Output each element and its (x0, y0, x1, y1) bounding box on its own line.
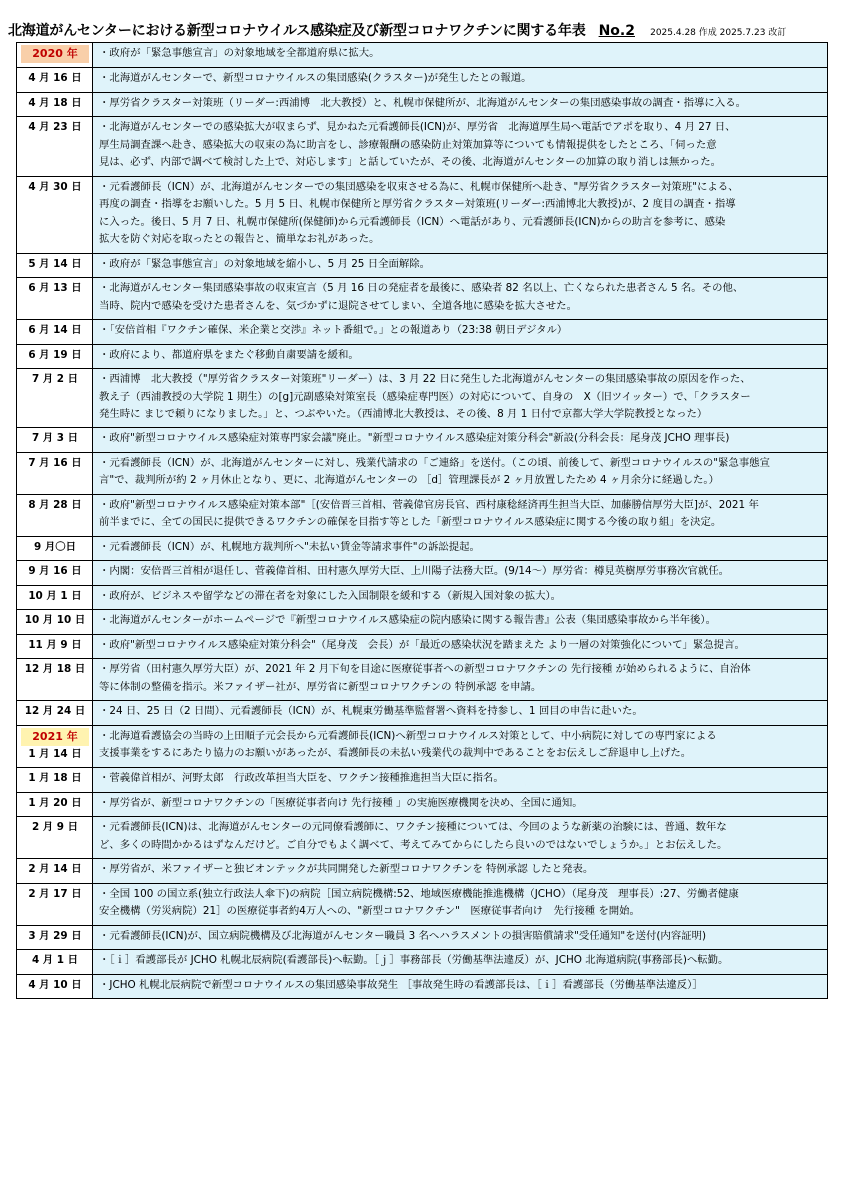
timeline-row (17, 253, 828, 277)
timeline-event-cell (93, 68, 828, 92)
timeline-event-cell (93, 817, 828, 859)
event-text-line: ・政府"新型コロナウイルス感染症対策専門家会議"廃止。"新型コロナウイルス感染症対策分科会"新設(分科会長：尾身茂 JCHO 理事長) (99, 432, 730, 445)
timeline-date-cell (17, 452, 93, 494)
timeline-event-cell (93, 883, 828, 925)
timeline-date-cell (17, 768, 93, 792)
timeline-date-cell (17, 43, 93, 68)
date-label: 4 月 23 日 (28, 121, 82, 134)
timeline-event-cell (93, 253, 828, 277)
timeline-row (17, 610, 828, 634)
event-text-line: ・政府"新型コロナウイルス感染症対策分科会"（尾身茂 会長）が「最近の感染状況を踏まえた より一層の対策強化について」緊急提言。 (99, 638, 745, 651)
event-text-line: ・「安倍首相『ワクチン確保、米企業と交渉』ネット番組で。」との報道あり（23:38 朝日デジタル） (99, 324, 568, 337)
event-text-line: 当時、院内で感染を受けた患者さんを、気づかずに退院させてしまい、全道各地に感染を拡大させた。 (99, 299, 577, 312)
timeline-event-cell (93, 369, 828, 428)
event-text-line: ・［ｉ］看護部長が JCHO 札幌北辰病院(看護部長)へ転勤。［ｊ］事務部長（労働基準法違反）が、JCHO 北海道病院(事務部長)へ転勤。 (99, 954, 729, 967)
date-label: 9 月〇日 (33, 540, 77, 553)
timeline-table (16, 42, 828, 999)
timeline-date-cell (17, 610, 93, 634)
timeline-date-cell (17, 68, 93, 92)
timeline-date-cell (17, 792, 93, 816)
timeline-date-cell (17, 278, 93, 320)
event-text-line: ・北海道がんセンターでの感染拡大が収まらず、見かねた元看護師長(ICN)が、厚労省 北海道厚生局へ電話でアポを取り、4 月 27 日、 (99, 121, 736, 134)
event-text-line: 厚生局調査課へ赴き、感染拡大の収束の為に助言をし、診療報酬の感染防止対策加算等についても情報提供をしたところ、「伺った意 (99, 138, 717, 151)
event-text-line: 教え子（西浦教授の大学院 1 期生）の[g]元副感染対策室長（感染症専門医）の対応について、自身の X（旧ツイッター）で、「クラスター (99, 390, 751, 403)
document-number: No.2 (598, 23, 635, 39)
event-text-line: ・厚労省クラスター対策班（リーダー:西浦博 北大教授）と、札幌市保健所が、北海道がんセンターの集団感染事故の調査・指導に入る。 (99, 96, 746, 109)
event-text-line: 安全機構（労災病院）21］の医療従事者約4万人への、"新型コロナワクチン" 医療従事者向け 先行接種 を開始。 (99, 905, 640, 918)
timeline-row (17, 659, 828, 701)
timeline-row (17, 701, 828, 725)
timeline-row (17, 817, 828, 859)
timeline-event-cell (93, 634, 828, 658)
date-label: 6 月 14 日 (28, 324, 82, 337)
event-text-line: ど、多くの時間かかるはずなんだけど。ご自分でもよく調べて、考えてみてからにしたら良いのではないでしょうか。」とお伝えした。 (99, 838, 728, 851)
timeline-date-cell (17, 536, 93, 560)
date-label: 12 月 24 日 (24, 705, 86, 718)
timeline-event-cell (93, 452, 828, 494)
timeline-event-cell (93, 344, 828, 368)
timeline-event-cell (93, 701, 828, 725)
date-label: 4 月 18 日 (28, 96, 82, 109)
timeline-row (17, 925, 828, 949)
timeline-row (17, 585, 828, 609)
date-label: 2 月 14 日 (28, 863, 82, 876)
timeline-row (17, 452, 828, 494)
date-label: 4 月 30 日 (28, 180, 82, 193)
timeline-row (17, 369, 828, 428)
event-text-line: ・元看護師長（ICN）が、札幌地方裁判所へ"未払い賃金等請求事件"の訴訟提起。 (99, 540, 480, 553)
timeline-row (17, 344, 828, 368)
event-text-line: 見は、必ず、内部で調べて検討した上で、対応します」と話していたが、その後、北海道がんセンターの加算の取り消しは無かった。 (99, 156, 721, 169)
date-label: 10 月 10 日 (24, 614, 86, 627)
timeline-date-cell (17, 253, 93, 277)
date-label: 2 月 9 日 (31, 821, 79, 834)
event-text-line: ・厚労省が、新型コロナワクチンの「医療従事者向け 先行接種 」の実施医療機関を決め、全国に通知。 (99, 796, 583, 809)
event-text-line: ・菅義偉首相が、河野太郎 行政改革担当大臣を、ワクチン接種推進担当大臣に指名。 (99, 772, 504, 785)
timeline-date-cell (17, 561, 93, 585)
event-text-line: 再度の調査・指導をお願いした。5 月 5 日、札幌市保健所と厚労省クラスター対策班(リーダー:西浦博北大教授)が、2 度目の調査・指導 (99, 198, 736, 211)
date-label: 10 月 1 日 (28, 589, 82, 602)
event-text-line: に入った。後日、5 月 7 日、札幌市保健所(保健師)から元看護師長（ICN）へ電話があり、元看護師長(ICN)からの助言を参考に、感染 (99, 215, 726, 228)
timeline-row (17, 634, 828, 658)
timeline-date-cell (17, 859, 93, 883)
timeline-date-cell (17, 428, 93, 452)
event-text-line: ・政府"新型コロナウイルス感染症対策本部"［(安倍晋三首相、菅義偉官房長官、西村康稔経済再生担当大臣、加藤勝信厚労大臣]が、2021 年 (99, 498, 759, 511)
timeline-date-cell (17, 725, 93, 768)
timeline-date-cell (17, 117, 93, 176)
timeline-event-cell (93, 585, 828, 609)
timeline-row (17, 428, 828, 452)
timeline-event-cell (93, 859, 828, 883)
timeline-event-cell (93, 536, 828, 560)
date-label: 7 月 2 日 (31, 373, 79, 386)
date-label: 2 月 17 日 (28, 887, 82, 900)
event-text-line: ・厚労省が、米ファイザーと独ビオンテックが共同開発した新型コロナワクチンを 特例承認 したと発表。 (99, 863, 594, 876)
date-label: 1 月 20 日 (28, 796, 82, 809)
timeline-date-cell (17, 634, 93, 658)
event-text-line: ・北海道がんセンターで、新型コロナウイルスの集団感染(クラスター)が発生したとの報道。 (99, 72, 532, 85)
event-text-line: 拡大を防ぐ対応を取ったとの報告と、簡単なお礼があった。 (99, 233, 380, 246)
event-text-line: ・元看護師長（ICN）が、北海道がんセンターでの集団感染を収束させる為に、札幌市保健所へ赴き、"厚労省クラスター対策班"による、 (99, 180, 739, 193)
timeline-date-cell (17, 925, 93, 949)
timeline-row (17, 68, 828, 92)
timeline-date-cell (17, 817, 93, 859)
event-text-line: ・政府が「緊急事態宣言」の対象地域を縮小し、5 月 25 日全面解除。 (99, 257, 431, 270)
date-label: 4 月 10 日 (28, 978, 82, 991)
timeline-date-cell (17, 701, 93, 725)
event-text-line: ・全国 100 の国立系(独立行政法人傘下)の病院［国立病院機構:52、地域医療機能推進機構（JCHO）（尾身茂 理事長）:27、労働者健康 (99, 887, 739, 900)
timeline-row (17, 950, 828, 974)
timeline-date-cell (17, 974, 93, 998)
event-text-line: 言"で、裁判所が約 2 ヶ月休止となり、更に、北海道がんセンターの ［d］管理課長が 2 ヶ月放置したため 4 ヶ月余分に経過した。） (99, 474, 719, 487)
timeline-row (17, 768, 828, 792)
timeline-event-cell (93, 43, 828, 68)
event-text-line: ・厚労省（田村憲久厚労大臣）が、2021 年 2 月下旬を目途に医療従事者への新型コロナワクチンの 先行接種 が始められるように、自治体 (99, 663, 751, 676)
date-label: 11 月 9 日 (28, 638, 82, 651)
timeline-event-cell (93, 974, 828, 998)
timeline-date-cell (17, 883, 93, 925)
date-label: 1 月 14 日 (28, 748, 82, 760)
date-label: 6 月 13 日 (28, 282, 82, 295)
date-label: 9 月 16 日 (28, 565, 82, 578)
timeline-event-cell (93, 659, 828, 701)
event-text-line: 支援事業をするにあたり協力のお願いがあったが、看護師長の未払い残業代の裁判中であることをお伝えしご辞退申し上げた。 (99, 747, 692, 759)
event-text-line: ・元看護師長（ICN）が、北海道がんセンターに対し、残業代請求の「ご連絡」を送付。（この頃、前後して、新型コロナウイルスの"緊急事態宣 (99, 456, 771, 469)
timeline-row (17, 320, 828, 344)
timeline-row (17, 43, 828, 68)
year-label: 2021 年 (21, 728, 89, 746)
event-text-line: ・JCHO 札幌北辰病院で新型コロナウイルスの集団感染事故発生 ［事故発生時の看護部長は、［ｉ］看護部長（労働基準法違反）］ (99, 978, 703, 991)
event-text-line: ・北海道看護協会の当時の上田順子元会長から元看護師長(ICN)へ新型コロナウイルス対策として、中小病院に対しての専門家による (99, 729, 717, 742)
timeline-row (17, 536, 828, 560)
timeline-row (17, 792, 828, 816)
timeline-row (17, 278, 828, 320)
timeline-date-cell (17, 369, 93, 428)
event-text-line: ・元看護師長(ICN)が、国立病院機構及び北海道がんセンター職員 3 名へハラスメントの損害賠償請求"受任通知"を送付(内容証明) (99, 929, 707, 942)
timeline-event-cell (93, 494, 828, 536)
event-text-line: ・内閣：安倍晋三首相が退任し、菅義偉首相、田村憲久厚労大臣、上川陽子法務大臣。(9/14～）厚労省：樽見英樹厚労事務次官就任。 (99, 565, 730, 578)
event-text-line: 前半までに、全ての国民に提供できるワクチンの確保を目指す等とした「新型コロナウイルス感染症に関する今後の取り組」を決定。 (99, 516, 722, 529)
timeline-event-cell (93, 278, 828, 320)
event-text-line: ・24 日、25 日（2 日間）、元看護師長（ICN）が、札幌東労働基準監督署へ資料を持参し、1 回目の申告に赴いた。 (99, 705, 643, 718)
date-label: 6 月 19 日 (28, 348, 82, 361)
date-label: 12 月 18 日 (24, 663, 86, 676)
date-label: 1 月 18 日 (28, 772, 82, 785)
timeline-event-cell (93, 561, 828, 585)
timeline-event-cell (93, 428, 828, 452)
timeline-date-cell (17, 585, 93, 609)
timeline-event-cell (93, 925, 828, 949)
event-text-line: ・政府が、ビジネスや留学などの滞在者を対象にした入国制限を緩和する（新規入国対象の拡大）。 (99, 589, 562, 602)
timeline-date-cell (17, 344, 93, 368)
timeline-row (17, 561, 828, 585)
timeline-event-cell (93, 610, 828, 634)
event-text-line: ・北海道がんセンターがホームページで『新型コロナウイルス感染症の院内感染に関する報告書』公表（集団感染事故から半年後）。 (99, 614, 716, 627)
timeline-date-cell (17, 320, 93, 344)
timeline-row (17, 176, 828, 253)
timeline-date-cell (17, 92, 93, 116)
date-label: 4 月 1 日 (31, 954, 79, 967)
event-text-line: ・政府により、都道府県をまたぐ移動自粛要請を緩和。 (99, 348, 359, 361)
year-label: 2020 年 (21, 45, 89, 63)
timeline-event-cell (93, 792, 828, 816)
timeline-row (17, 725, 828, 768)
timeline-row (17, 859, 828, 883)
timeline-row (17, 974, 828, 998)
event-text-line: 等に体制の整備を指示。米ファイザー社が、厚労省に新型コロナワクチンの 特例承認 を申請。 (99, 680, 542, 693)
date-label: 7 月 16 日 (28, 456, 82, 469)
timeline-date-cell (17, 950, 93, 974)
document-dates: 2025.4.28 作成 2025.7.23 改訂 (650, 28, 787, 38)
event-text-line: ・元看護師長(ICN)は、北海道がんセンターの元同僚看護師に、ワクチン接種については、今回のような新薬の治験には、普通、数年な (99, 821, 727, 834)
document-title: 北海道がんセンターにおける新型コロナウイルス感染症及び新型コロナワクチンに関する年表 (8, 23, 586, 39)
event-text-line: ・政府が「緊急事態宣言」の対象地域を全都道府県に拡大。 (99, 47, 380, 59)
date-label: 7 月 3 日 (31, 432, 79, 445)
timeline-event-cell (93, 725, 828, 768)
timeline-date-cell (17, 494, 93, 536)
timeline-event-cell (93, 117, 828, 176)
timeline-event-cell (93, 320, 828, 344)
timeline-row (17, 883, 828, 925)
timeline-event-cell (93, 176, 828, 253)
date-label: 3 月 29 日 (28, 929, 82, 942)
timeline-event-cell (93, 950, 828, 974)
timeline-date-cell (17, 176, 93, 253)
event-text-line: 発生時に まじで頼りになりました。」と、つぶやいた。（西浦博北大教授は、その後、8 月 1 日付で京都大学大学院教授となった） (99, 407, 708, 420)
timeline-event-cell (93, 92, 828, 116)
timeline-row (17, 117, 828, 176)
timeline-row (17, 494, 828, 536)
date-label: 8 月 28 日 (28, 498, 82, 511)
timeline-row (17, 92, 828, 116)
timeline-body (17, 43, 828, 999)
timeline-date-cell (17, 659, 93, 701)
event-text-line: ・北海道がんセンター集団感染事故の収束宣言（5 月 16 日の発症者を最後に、感染者 82 名以上、亡くなられた患者さん 5 名。その他、 (99, 282, 744, 295)
timeline-event-cell (93, 768, 828, 792)
date-label: 4 月 16 日 (28, 72, 82, 85)
event-text-line: ・西浦博 北大教授（"厚労省クラスター対策班"リーダー）は、3 月 22 日に発生した北海道がんセンターの集団感染事故の原因を作った、 (99, 373, 751, 386)
date-label: 5 月 14 日 (28, 257, 82, 270)
